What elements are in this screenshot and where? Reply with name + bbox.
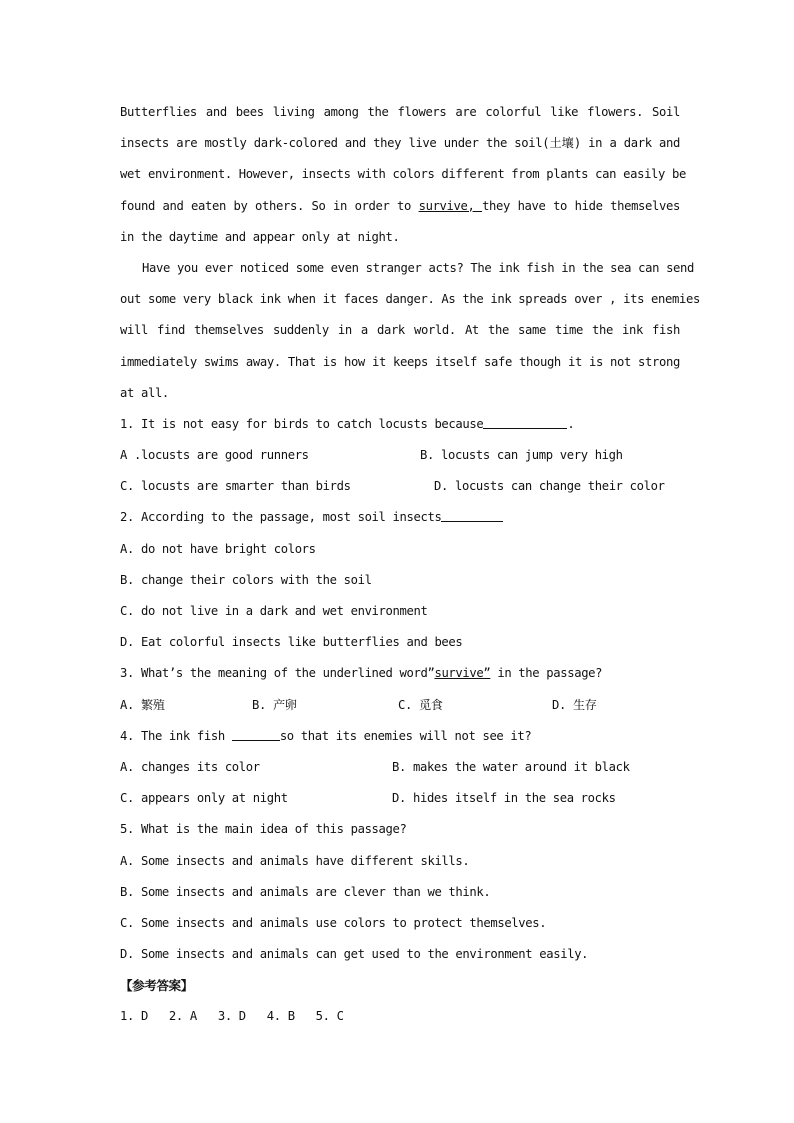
option-d: D. Some insects and animals can get used to the environment easily. xyxy=(120,947,589,962)
option-c: C. Some insects and animals use colors to protect themselves. xyxy=(120,915,547,930)
option-a: A. do not have bright colors xyxy=(120,541,316,556)
question-text: 4. The ink fish xyxy=(120,728,232,743)
reading-passage xyxy=(120,97,700,409)
passage-line: wet environment. However, insects with colors different from plants can easily be xyxy=(120,167,686,182)
question-3-stem xyxy=(120,658,680,689)
passage-text: found and eaten by others. So in order to xyxy=(120,198,419,213)
passage-line: Have you ever noticed some even stranger acts? The ink fish in the sea can send xyxy=(142,260,695,275)
passage-line: in the daytime and appear only at night. xyxy=(120,229,400,244)
answer-key-values: 1. D 2. A 3. D 4. B 5. C xyxy=(120,1009,344,1024)
passage-text: ) in a dark and xyxy=(573,136,680,151)
option-b: B. change their colors with the soil xyxy=(120,572,372,587)
underline-space xyxy=(475,199,483,213)
question-2-stem xyxy=(120,502,680,533)
question-1-options-row xyxy=(120,471,680,502)
option-b: B. locusts can jump very high xyxy=(420,448,623,463)
option-a: A. changes its color xyxy=(120,759,260,774)
passage-line: at all. xyxy=(120,385,169,400)
option-d: D. locusts can change their color xyxy=(434,479,665,494)
answer-blank xyxy=(483,416,567,429)
option-a: A .locusts are good runners xyxy=(120,448,309,463)
question-4-options-row xyxy=(120,783,680,814)
option-b: B. 产卵 xyxy=(252,697,297,712)
option-c: C. do not live in a dark and wet environment xyxy=(120,604,428,618)
passage-line xyxy=(120,191,680,222)
option-a: A. Some insects and animals have different skills. xyxy=(120,853,470,868)
passage-line: Butterflies and bees living among the flowers are colorful like flowers. Soil xyxy=(120,105,680,119)
passage-text: they have to hide themselves xyxy=(482,198,680,213)
answer-key-title: 【参考答案】 xyxy=(120,978,193,994)
document-page xyxy=(120,97,700,1033)
option-b: B. Some insects and animals are clever than we think. xyxy=(120,884,491,899)
passage-text: insects are mostly dark-colored and they live under the soil( xyxy=(120,136,550,151)
underlined-word-survive: survive, xyxy=(418,198,475,213)
question-text: . xyxy=(567,416,575,431)
option-d: D. 生存 xyxy=(552,697,597,712)
option-c: C. appears only at night xyxy=(120,791,288,806)
question-text: 3. What’s the meaning of the underlined word” xyxy=(120,666,435,681)
question-5-stem: 5. What is the main idea of this passage? xyxy=(120,822,407,837)
question-4-options-row xyxy=(120,752,680,783)
passage-line: immediately swims away. That is how it keeps itself safe though it is not strong xyxy=(120,354,680,369)
option-d: D. hides itself in the sea rocks xyxy=(392,791,616,806)
question-text: 2. According to the passage, most soil insects xyxy=(120,510,442,525)
question-1-options-row xyxy=(120,440,680,471)
option-b: B. makes the water around it black xyxy=(392,759,630,774)
answer-blank xyxy=(441,509,503,522)
question-4-stem xyxy=(120,721,680,752)
question-text: 1. It is not easy for birds to catch locusts because xyxy=(120,416,484,431)
question-text: in the passage? xyxy=(490,666,603,681)
option-c: C. locusts are smarter than birds xyxy=(120,479,351,494)
option-d: D. Eat colorful insects like butterflies and bees xyxy=(120,635,463,650)
answer-blank xyxy=(232,728,280,741)
chinese-gloss: 土壤 xyxy=(549,136,574,151)
passage-line xyxy=(120,128,680,159)
option-c: C. 觅食 xyxy=(398,697,443,712)
option-a: A. 繁殖 xyxy=(120,697,165,712)
question-text: so that its enemies will not see it? xyxy=(279,728,532,743)
passage-line: will find themselves suddenly in a dark world. At the same time the ink fish xyxy=(120,323,680,338)
passage-line: out some very black ink when it faces danger. As the ink spreads over , its enemies xyxy=(120,292,700,307)
question-1-stem xyxy=(120,409,680,440)
question-3-options-row xyxy=(120,690,680,721)
underlined-word-survive: survive” xyxy=(434,666,491,681)
